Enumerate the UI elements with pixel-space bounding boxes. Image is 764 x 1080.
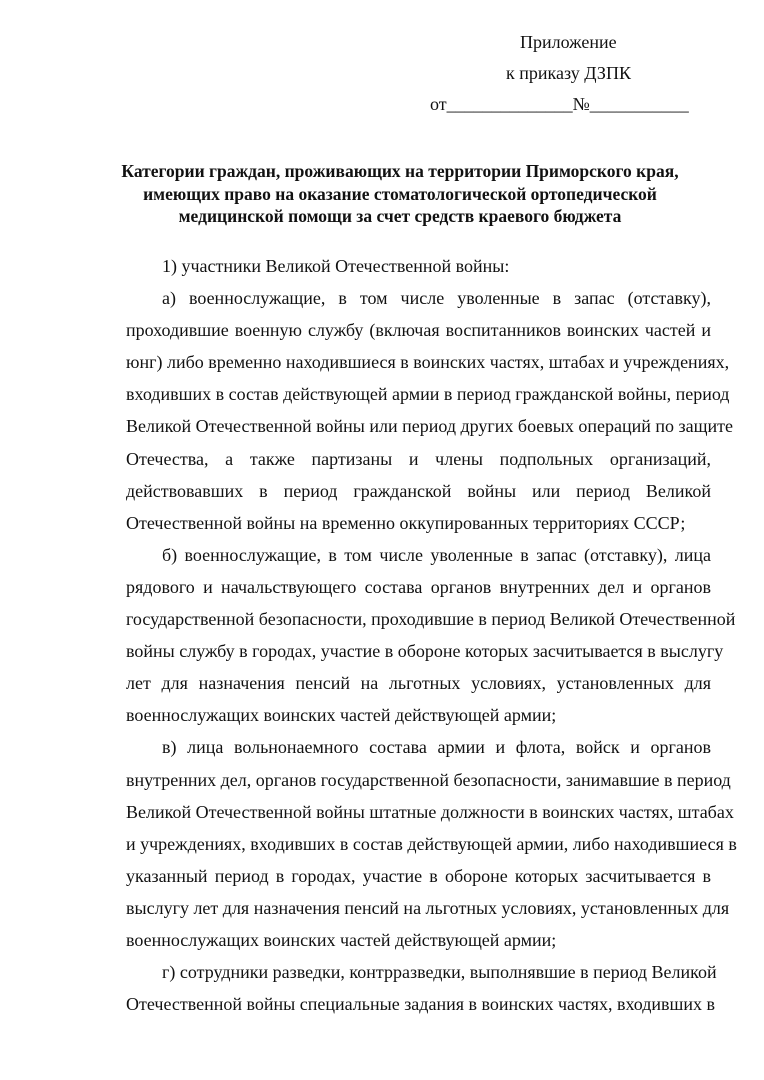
paragraph-v xyxy=(90,731,737,956)
order-reference: к приказу ДЗПК xyxy=(506,63,631,83)
appendix-label: Приложение xyxy=(520,32,617,52)
appendix-header xyxy=(420,27,720,120)
paragraph-g xyxy=(90,956,717,1020)
title-line: медицинской помощи за счет средств краевого бюджета xyxy=(178,206,622,226)
text-line: г) сотрудники разведки, контрразведки, выполнявшие в период Великой xyxy=(162,962,717,983)
text-line: указанный период в городах, участие в обороне которых засчитывается в xyxy=(126,865,711,886)
text-line: Отечественной войны специальные задания в воинских частях, входивших в xyxy=(126,994,716,1015)
text-line: проходившие военную службу (включая воспитанников воинских частей и xyxy=(126,320,711,341)
document-title xyxy=(90,160,710,228)
paragraph-a xyxy=(90,282,733,539)
title-line: имеющих право на оказание стоматологической ортопедической xyxy=(143,183,657,204)
order-date-number-line: от______________№___________ xyxy=(430,94,689,114)
text-line: государственной безопасности, проходившие в период Великой Отечественной xyxy=(126,609,736,630)
text-line: Великой Отечественной войны штатные должности в воинских частях, штабах xyxy=(126,801,734,822)
text-line: выслугу лет для назначения пенсий на льготных условиях, установленных для xyxy=(126,897,730,918)
text-line: Отечества, а также партизаны и члены подпольных организаций, xyxy=(126,448,711,469)
text-line: действовавших в период гражданской войны или период Великой xyxy=(126,480,711,501)
text-line: а) военнослужащие, в том числе уволенные в запас (отставку), xyxy=(162,288,711,309)
text-line: военнослужащих воинских частей действующей армии; xyxy=(126,705,557,726)
text-line: рядового и начальствующего состава органов внутренних дел и органов xyxy=(126,576,711,597)
paragraph-b xyxy=(90,539,736,732)
title-line: Категории граждан, проживающих на территории Приморского края, xyxy=(121,161,679,181)
paragraph-1 xyxy=(90,250,711,282)
text-line: Отечественной войны на временно оккупированных территориях СССР; xyxy=(126,512,686,533)
text-line: военнослужащих воинских частей действующей армии; xyxy=(126,929,557,950)
text-line: 1) участники Великой Отечественной войны: xyxy=(162,256,510,276)
text-line: лет для назначения пенсий на льготных условиях, установленных для xyxy=(126,673,711,694)
document-body xyxy=(90,250,737,1020)
text-line: и учреждениях, входивших в состав действующей армии, либо находившиеся в xyxy=(126,833,737,854)
text-line: б) военнослужащие, в том числе уволенные в запас (отставку), лица xyxy=(162,544,711,565)
text-line: войны службу в городах, участие в обороне которых засчитывается в выслугу xyxy=(126,641,724,662)
text-line: Великой Отечественной войны или период других боевых операций по защите xyxy=(126,416,733,437)
text-line: в) лица вольнонаемного состава армии и флота, войск и органов xyxy=(162,737,711,758)
text-line: юнг) либо временно находившиеся в воинских частях, штабах и учреждениях, xyxy=(126,352,730,373)
text-line: входивших в состав действующей армии в период гражданской войны, период xyxy=(126,384,730,405)
text-line: внутренних дел, органов государственной безопасности, занимавшие в период xyxy=(126,769,731,790)
